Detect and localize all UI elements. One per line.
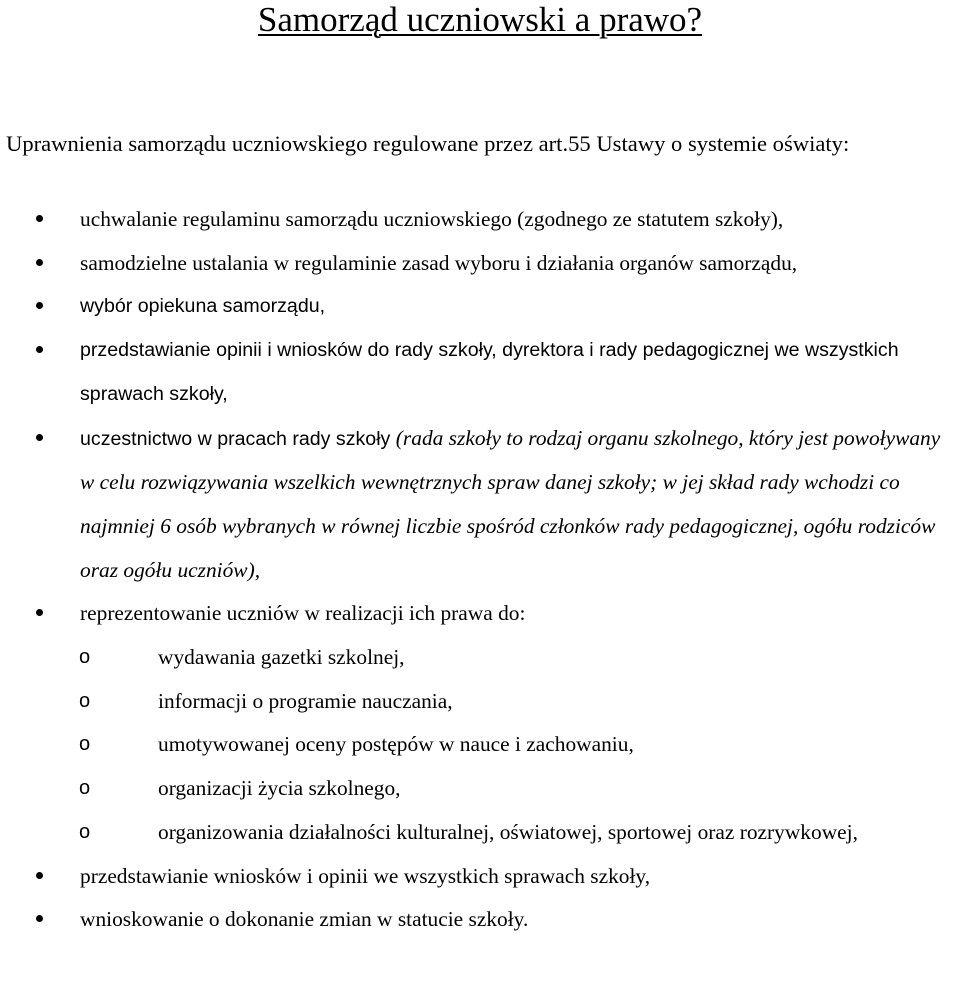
sub-list-item-text: organizowania działalności kulturalnej, oświatowej, sportowej oraz rozrywkowej,	[158, 819, 858, 844]
list-item-text: samodzielne ustalania w regulaminie zasad wyboru i działania organów samorządu,	[80, 250, 798, 275]
rights-list	[0, 198, 960, 942]
circle-bullet-icon: o	[79, 820, 91, 843]
list-item-note: (rada szkoły to rodzaj organu szkolnego, który jest powoływany w celu rozwiązywania wszelkich wewnętrznych spraw danej szkoły; w jej skład rady wchodzi co najmniej 6 osób wybranych w równej liczbie spośród członków rady pedagogicznej, ogółu rodziców oraz ogółu uczniów),	[80, 425, 941, 582]
circle-bullet-icon: o	[79, 733, 91, 756]
page-title: Samorząd uczniowski a prawo?	[257, 0, 703, 39]
list-item	[0, 592, 960, 854]
list-item	[0, 898, 960, 942]
list-item	[0, 417, 960, 593]
list-item-text: reprezentowanie uczniów w realizacji ich prawa do:	[80, 601, 526, 626]
list-item-text: przedstawianie opinii i wniosków do rady szkoły, dyrektora i rady pedagogicznej we wszystkich sprawach szkoły,	[80, 339, 899, 405]
sub-list-item	[0, 636, 960, 680]
list-item	[0, 242, 960, 286]
sub-list	[0, 636, 960, 855]
sub-list-item-text: organizacji życia szkolnego,	[158, 776, 401, 801]
bullet-icon	[36, 609, 43, 616]
sub-list-item-text: wydawania gazetki szkolnej,	[158, 645, 405, 670]
list-item-text: uchwalanie regulaminu samorządu uczniowskiego (zgodnego ze statutem szkoły),	[80, 207, 784, 231]
bullet-icon	[36, 915, 43, 922]
sub-list-item	[0, 680, 960, 724]
list-item-text: przedstawianie wniosków i opinii we wszystkich sprawach szkoły,	[80, 863, 651, 888]
list-item-text: wybór opiekuna samorządu,	[80, 295, 326, 318]
bullet-icon	[36, 215, 43, 222]
sub-list-item-text: umotywowanej oceny postępów w nauce i zachowaniu,	[158, 732, 634, 757]
bullet-icon	[36, 346, 43, 353]
circle-bullet-icon: o	[79, 689, 91, 712]
list-item	[0, 329, 960, 416]
bullet-icon	[36, 259, 43, 266]
list-item-text: wnioskowanie o dokonanie zmian w statucie szkoły.	[80, 907, 529, 932]
bullet-icon	[36, 434, 43, 441]
circle-bullet-icon: o	[79, 646, 91, 669]
sub-list-item	[0, 811, 960, 855]
list-item	[0, 855, 960, 899]
list-item	[0, 285, 960, 329]
list-item	[0, 198, 960, 242]
circle-bullet-icon: o	[79, 777, 91, 800]
bullet-icon	[36, 302, 43, 309]
sub-list-item-text: informacji o programie nauczania,	[158, 688, 453, 713]
sub-list-item	[0, 723, 960, 767]
list-item-text	[80, 417, 955, 593]
intro-paragraph: Uprawnienia samorządu uczniowskiego regulowane przez art.55 Ustawy o systemie oświaty:	[6, 131, 850, 156]
sub-list-item	[0, 767, 960, 811]
list-item-lead: uczestnictwo w pracach rady szkoły	[80, 427, 396, 450]
bullet-icon	[36, 872, 43, 879]
